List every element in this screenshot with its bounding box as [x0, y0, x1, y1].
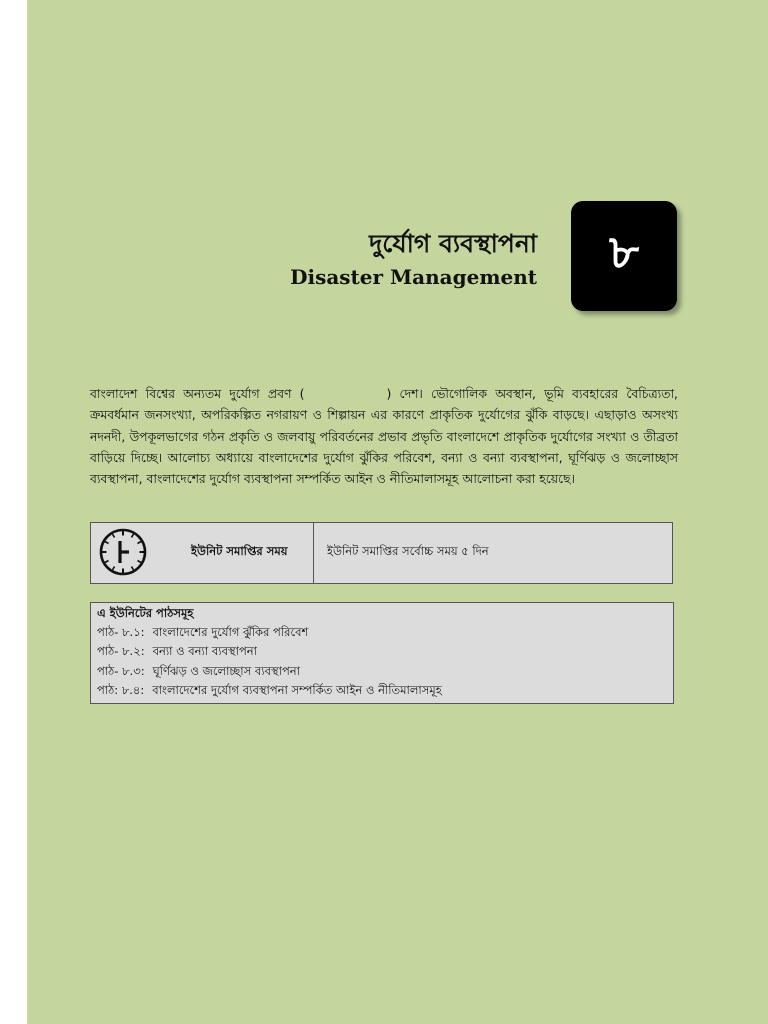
intro-paragraph	[90, 383, 678, 489]
lesson-title: বাংলাদেশের দুর্যোগ ব্যবস্থাপনা সম্পর্কিত আইন ও নীতিমালাসমূহ	[152, 683, 442, 698]
lesson-title: বাংলাদেশের দুর্যোগ ঝুঁকির পরিবেশ	[152, 625, 309, 639]
unit-time-value: ইউনিট সমাপ্তির সর্বোচ্চ সময় ৫ দিন	[327, 544, 489, 558]
lesson-title: বন্যা ও বন্যা ব্যবস্থাপনা	[152, 644, 257, 659]
lesson-item	[97, 681, 667, 700]
chapter-title-english: Disaster Management	[290, 265, 537, 289]
lesson-number: পাঠ- ৮.৩:	[97, 663, 145, 678]
lesson-title: ঘূর্ণিঝড় ও জলোচ্ছাস ব্যবস্থাপনা	[152, 663, 300, 678]
unit-time-box	[90, 522, 673, 584]
lesson-number: পাঠ- ৮.১:	[97, 625, 145, 639]
intro-text-part1: বাংলাদেশ বিশ্বের অন্যতম দুর্যোগ প্রবণ (	[90, 386, 305, 401]
table-divider	[313, 523, 314, 583]
intro-text-part2: ) দেশ। ভৌগোলিক অবস্থান, ভূমি ব্যবহারের বৈচিত্র্যতা, ক্রমবর্ধমান জনসংখ্যা, অপরিকল্পিত নগরায়ণ ও শিল্পায়ন এর কারণে প্রাকৃতিক দুর্যোগের ঝুঁকি বাড়ছে। এছাড়াও অসংখ্য নদনদী, উপকূলভাগের গঠন প্রকৃতি ও জলবায়ু পরিবর্তনের প্রভাব প্রভৃতি বাংলাদেশে প্রাকৃতিক দুর্যোগের সংখ্যা ও তীব্রতা বাড়িয়ে দিচ্ছে। আলোচ্য অধ্যায়ে বাংলাদেশের দুর্যোগ ঝুঁকির পরিবেশ, বন্যা ও বন্যা ব্যবস্থাপনা, ঘূর্ণিঝড় ও জলোচ্ছাস ব্যবস্থাপনা, বাংলাদেশের দুর্যোগ ব্যবস্থাপনা সম্পর্কিত আইন ও নীতিমালাসমূহ আলোচনা করা হয়েছে।	[90, 386, 678, 487]
lesson-item	[97, 642, 667, 661]
unit-time-label: ইউনিট সমাপ্তির সময়	[191, 544, 288, 558]
lesson-number: পাঠ: ৮.৪:	[97, 683, 145, 698]
lessons-heading: এ ইউনিটের পাঠসমূহ	[97, 606, 194, 620]
chapter-number-badge	[571, 201, 677, 311]
lessons-box	[90, 602, 674, 704]
lesson-number: পাঠ- ৮.২:	[97, 644, 145, 659]
lesson-item	[97, 662, 667, 681]
chapter-number: ৮	[609, 225, 639, 279]
page-panel	[27, 0, 768, 1024]
lesson-item	[97, 623, 667, 642]
chapter-title-bengali: দুর্যোগ ব্যবস্থাপনা	[369, 229, 537, 258]
clock-icon	[98, 527, 148, 577]
